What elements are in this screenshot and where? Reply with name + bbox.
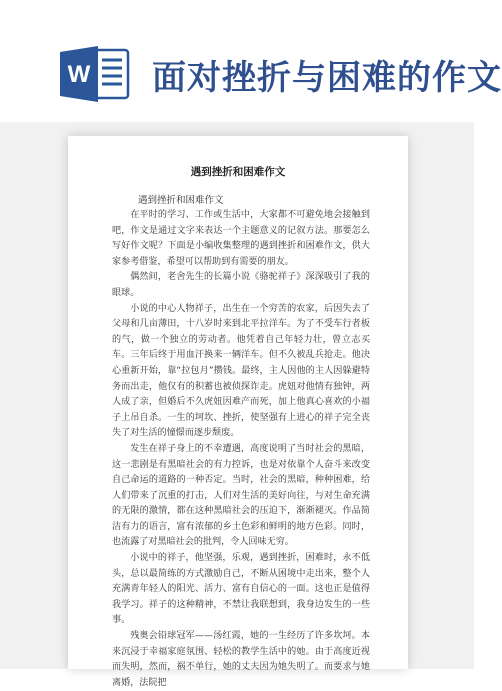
document-page <box>68 136 408 688</box>
document-subtitle: 遇到挫折和困难作文 <box>138 195 224 206</box>
word-document-icon <box>58 44 130 104</box>
paragraph: 小说的中心人物祥子，出生在一个穷苦的农家，后因失去了父母和几亩薄田，十八岁时来到北平拉洋车。为了不受车行者板的气，做一个独立的劳动者。他凭着自己年轻力壮，曾立志买车。三年后终于用血汗换来一辆洋车。但不久被乱兵抢走。他决心重新开始，靠“拉包月”攒钱。最终，主人因他的主人因躲避特务而出走，他仅有的积蓄也被侦探诈走。虎妞对他情有独钟，两人成了亲，但婚后不久虎妞因难产而死，加上他真心喜欢的小福子上吊自杀。一生的坷坎、挫折，使坚强有上进心的祥子完全丧失了对生活的憧憬而逐步颓废。 <box>112 303 370 439</box>
header-banner <box>0 0 502 122</box>
word-logo-letter: W <box>67 61 91 88</box>
document-body <box>112 208 370 691</box>
page-title: 面对挫折与困难的作文 <box>152 58 502 98</box>
paragraph: 发生在祥子身上的不幸遭遇，高度说明了当时社会的黑暗，这一悲剧是有黑暗社会的有力控诉，也是对依靠个人奋斗来改变自己命运的道路的一种否定。当时，社会的黑暗，种种困难，给人们带来了沉重的打击，人们对生活的美好向往，与对生命充满的无限的激情，都在这种黑暗社会的压迫下，渐渐褪灭。作品简洁有力的语言，富有浓郁的乡土色彩和鲜明的地方色彩。同时，也流露了对黑暗社会的批判，令人回味无穷。 <box>112 443 370 548</box>
paragraph: 残奥会铅球冠军——汤红霞，她的一生经历了许多坎坷。本来沉浸于幸福家庭氛围、轻松的教学生活中的她。由于高度近视而失明，然而，祸不单行，她的丈夫因为她失明了。而要求与她离婚，法院把 <box>112 631 370 688</box>
document-title: 遇到挫折和困难作文 <box>190 166 286 178</box>
paragraph: 小说中的祥子，他坚强，乐观，遇到挫折，困难时，永不低头，总以最简练的方式激励自己，不断从困境中走出来，整个人充满青年轻人的阳光、活力、富有自信心的一面。这也正是值得我学习。祥子的这种精神，不禁让我联想到，我身边发生的一些事。 <box>112 553 370 626</box>
paragraph: 偶然间，老舍先生的长篇小说《骆驼祥子》深深吸引了我的眼球。 <box>112 272 370 298</box>
paragraph: 在平时的学习、工作或生活中，大家都不可避免地会接触到吧，作文是通过文字来表达一个主题意义的记叙方法。那要怎么写好作文呢？下面是小编收集整理的遇到挫折和困难作文，供大家参考借鉴，希望可以帮助到有需要的朋友。 <box>112 210 370 267</box>
